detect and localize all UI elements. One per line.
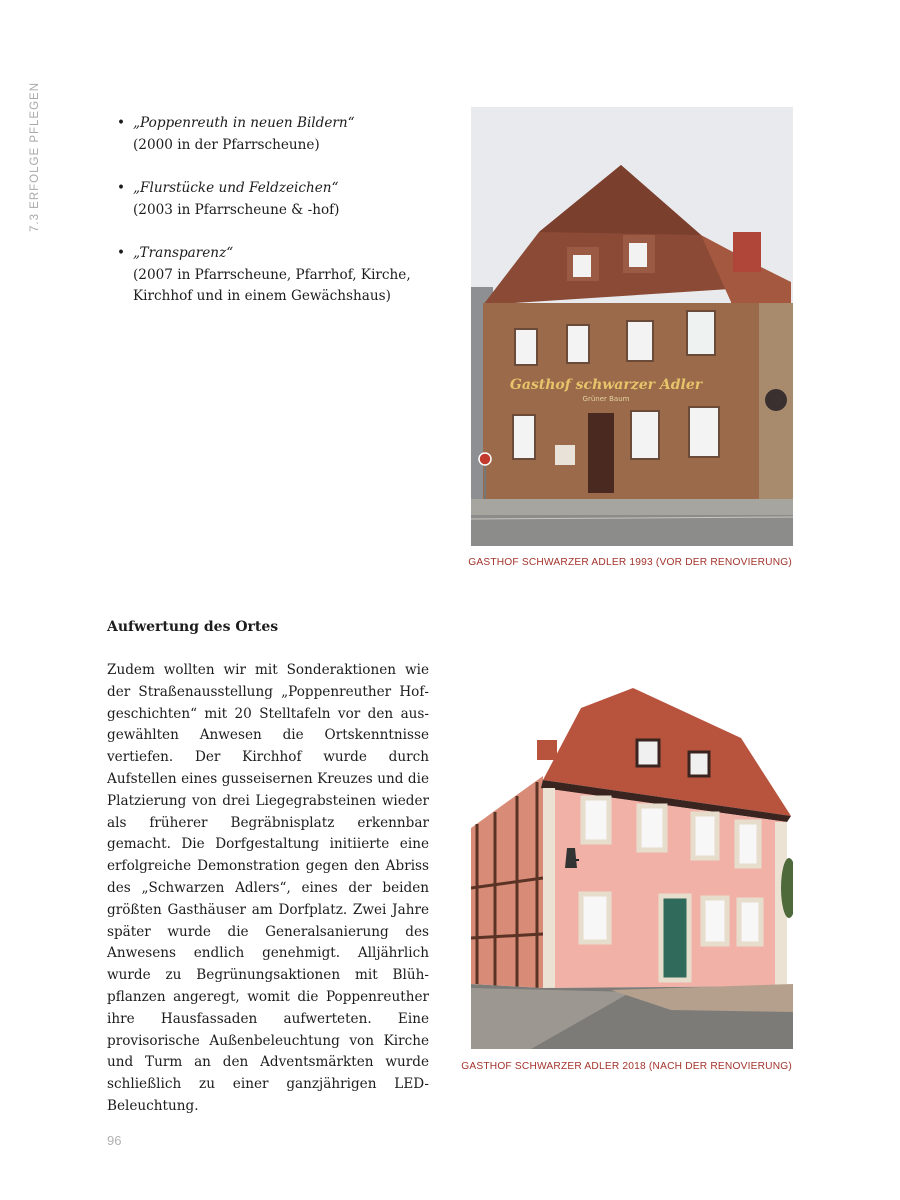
section-heading: Aufwertung des Ortes [107, 619, 279, 635]
photo-caption-1993: GASTHOF SCHWARZER ADLER 1993 (VOR DER RENOVIERUNG) [468, 557, 792, 568]
bullet-icon: • [117, 180, 126, 196]
bullet-icon: • [117, 245, 126, 261]
body-paragraph: Zudem wollten wir mit Sonderaktionen wie der Straßenausstellung „Poppenreuther Hofgeschichten“ mit 20 Stelltafeln vor den ausgewählten Anwesen die Ortskenntnisse vertiefen. Der Kirchhof wurde durch Aufstellen eines gusseisernen Kreuzes und die Platzierung von drei Liegegrabsteinen wieder als früherer Begräbnisplatz erkennbar gemacht. Die Dorfgestaltung initiierte eine erfolgreiche Demonstration gegen den Abriss des „Schwarzen Adlers“, eines der beiden größten Gasthäuser am Dorfplatz. Zwei Jahre später wurde die Generalsanierung des Anwesens endlich genehmigt. Alljährlich wurde zu Begrünungsaktionen mit Blühpflanzen angeregt, womit die Poppenreuther ihre Hausfassaden aufwerteten. Eine provisorische Außenbeleuchtung von Kirche und Turm an den Adventsmärkten wurde schließlich zu einer ganzjährigen LED-Beleuchtung. [107, 662, 429, 1114]
photo-gasthof-1993 [471, 107, 793, 546]
gasthof-sign-sub: Grüner Baum [582, 395, 630, 403]
exhibition-title: „Transparenz“ [133, 245, 234, 261]
photo-caption-2018: GASTHOF SCHWARZER ADLER 2018 (NACH DER RENOVIERUNG) [461, 1061, 792, 1072]
exhibition-detail: (2003 in Pfarrscheune & -hof) [133, 201, 340, 218]
photo-gasthof-2018 [471, 688, 793, 1049]
page-number: 96 [107, 1133, 122, 1148]
exhibition-list [117, 113, 437, 330]
exhibition-detail: (2000 in der Pfarrscheune) [133, 136, 320, 153]
exhibition-title: „Flurstücke und Feldzeichen“ [133, 180, 339, 196]
gasthof-sign: Gasthof schwarzer Adler [509, 377, 703, 393]
list-item [117, 243, 437, 308]
chapter-side-label: 7.3 ERFOLGE PFLEGEN [29, 81, 41, 232]
list-item [117, 178, 437, 221]
exhibition-title: „Poppenreuth in neuen Bildern“ [133, 115, 355, 131]
exhibition-detail: (2007 in Pfarrscheune, Pfarrhof, Kirche, Kirchhof und in einem Gewächshaus) [133, 266, 411, 304]
bullet-icon: • [117, 115, 126, 131]
list-item [117, 113, 437, 156]
